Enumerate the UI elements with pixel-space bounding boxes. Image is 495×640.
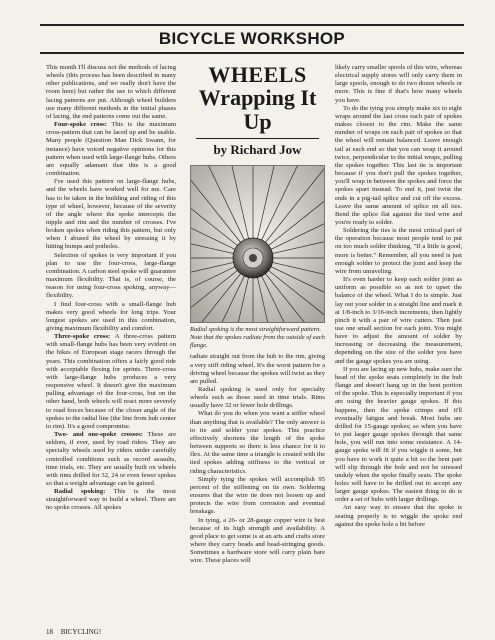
paragraph: radiate straight out from the hub to the rim, giving a very stiff riding wheel. It's the worst pattern for a driving wheel because the spokes will twist as they are pulled. bbox=[190, 353, 325, 385]
section-header bbox=[40, 24, 464, 54]
magazine-name: BICYCLING! bbox=[60, 628, 102, 636]
article-subtitle: Wrapping It Up bbox=[198, 85, 317, 134]
paragraph: To do the tying you simply make six to eight wraps around the last cross each pair of spokes makes closest to the rim. Make the same number of wraps on each pair of spokes so that the wheel will remain balanced. Leave enough tail at each end so that you can wrap it around twice, perpendicular to the initial wraps, pulling the spokes together. This last tie is important because if you don't pull the spokes together, you'll wrap in between the spokes and force the spokes apart instead. To end it, just twist the ends in a pig-tail splice and cut off the excess. Leave the same amount of splice on all ties. Bend the splice flat against the tied wire and you're ready to solder. bbox=[335, 104, 462, 226]
paragraph: Selection of spokes is very important if you plan to use the four-cross, large-flange combination. A carbon steel spoke will guarantee maximum flexibility. That is, of course, the reason for using four-cross spoking, anyway—flexibility. bbox=[46, 251, 176, 300]
paragraph: Radial spoking is used only for specialty wheels such as those used in time trials. Rims usually have 32 or fewer hole drillings. bbox=[190, 386, 325, 410]
byline: by Richard Jow bbox=[213, 142, 302, 157]
paragraph: What do you do when you want a stiffer wheel than anything that is available? The only answer is to tie and solder your spokes. This practice effectively shortens the length of the spoke between supports so there is less chance for it to flex. At the same time a triangle is created with the tied spokes adding stiffness to the vertical or riding characteristics. bbox=[190, 410, 325, 475]
run-in-heading: Three-spoke cross: bbox=[54, 333, 111, 341]
page-number: 18 bbox=[46, 628, 53, 636]
text-column-2 bbox=[190, 64, 325, 565]
paragraph: Simply tying the spokes will accomplish 95 percent of the stiffening on its own. Soldering ensures that the wire tie does not loosen up and protects the wire from corrosion and eventual breakage. bbox=[190, 475, 325, 516]
paragraph: If you are lacing up new hubs, make sure the head of the spoke seats completely in the hub flange and doesn't hang up in the bent portion of the spoke. This is especially important if you are using the heavier gauge spokes. If this happens, then the spoke crimps and it'll eventually fatigue and break. Most hubs are drilled for 15-gauge spokes; so when you have to put larger gauge spokes through that same hole, you will run into some resistance. A 14-gauge spoke will fit if you wiggle it some, but you have to work it quite a bit so the bent part will slip through the hole and not be stressed unduly when the spoke finally seats. The spoke holes will have to be drilled out to accept any larger gauge spokes. The easiest thing to do is order a set of hubs with larger drillings. bbox=[335, 365, 462, 504]
photo-caption: Radial spoking is the most straightforward pattern. Note that the spokes radiate from the outside of each flange. bbox=[190, 326, 325, 349]
run-in-heading: Four-spoke cross: bbox=[54, 121, 107, 129]
title-rule bbox=[196, 138, 319, 139]
article-title: WHEELS bbox=[208, 62, 307, 87]
paragraph: An easy way to ensure that the spoke is seating properly is to wiggle the spoke end against the spoke hole a bit before bbox=[335, 504, 462, 528]
paragraph: It's even harder to keep each solder joint as uniform as possible so as not to upset the balance of the wheel. What I do is simple. Just lay out your solder in a straight line and mark it at 1/8-inch to 3/16-inch increments, then lightly pinch it with a pair of wire cutters. Then just use one small section for each joint. You might have to adjust the amount of solder by increasing or decreasing the measurement, depending on the size of the solder you have and the gauge spokes you are using. bbox=[335, 276, 462, 365]
paragraph bbox=[46, 121, 176, 178]
paragraph: I've used this pattern on large-flange hubs, and the wheels have worked well for me. Care has to be taken in the building and riding of this type of wheel, however, because of the severity of the angle where the spoke intercepts the nipple and rim and the number of crosses. I've broken spokes when riding this pattern, but only when I abused the wheel by stressing it by hitting bumps and potholes. bbox=[46, 178, 176, 251]
paragraph-text: These are seldom, if ever, used by road riders. They are specialty wheels used by riders under carefully controlled conditions such as record assaults, time trials, etc. They are usually built on wheels with rims drilled for 32, 24 or even fewer spokes so that a weight advantage can be gained. bbox=[46, 431, 176, 487]
paragraph: Soldering the ties is the most critical part of the operation because most people tend to put on too much solder thinking, "If a little is good, more is better." Remember, all you need is just enough solder to protect the joint and keep the wire from unraveling. bbox=[335, 227, 462, 275]
paragraph bbox=[46, 488, 176, 512]
paragraph-text: This is the most straightforward way to build a wheel. There are no spoke crosses. All spokes bbox=[46, 488, 176, 512]
run-in-heading: Radial spoking: bbox=[54, 488, 106, 496]
section-title: BICYCLE WORKSHOP bbox=[158, 29, 346, 48]
paragraph bbox=[46, 431, 176, 488]
wheel-hub-photo bbox=[190, 165, 325, 323]
paragraph: In tying, a 26- or 28-gauge copper wire is best because of its high strength and availability. A good place to get some is at an arts and crafts store where they carry beads and bead-stringing goods. Sometimes a hardware store will carry plain bare wire. These places will bbox=[190, 516, 325, 565]
paragraph-text: This is the maximum cross-pattern that can be laced up and be usable. Many people (Question Man Dick Swann, for instance) have voiced negative opinions for this pattern when used with large-flange hubs. Others are equally adamant that this is a good combination. bbox=[46, 121, 176, 178]
paragraph: likely carry smaller spools of this wire, whereas electrical supply stores will only carry them in large spools, enough to do two dozen wheels or more. This is fine if that's how many wheels you have. bbox=[335, 64, 462, 104]
text-column-3 bbox=[335, 64, 462, 529]
paragraph bbox=[46, 333, 176, 431]
run-in-heading: Two- and one-spoke crosses: bbox=[54, 431, 143, 439]
paragraph-text: A three-cross pattern with small-flange hubs has been very evident on the bikes of European stage racers through the years. This combination offers a fairly good ride with acceptable flexing for sprints. Three-cross with large-flange hubs produces a very responsive wheel. It doesn't give the maximum pulling advantage of the four-cross, but on the other hand, both wheels will react more severely to road forces because of the closer angle of the spokes to the radial line (the line from hub center to rim). It's a good compromise. bbox=[46, 333, 176, 430]
page-footer bbox=[46, 628, 107, 636]
radial-spoked-wheel-image bbox=[191, 166, 324, 322]
article-title-block bbox=[190, 64, 325, 157]
paragraph: I find four-cross with a small-flange hub makes very good wheels for long trips. Your longest spokes are used in this combination, giving maximum flexibility and comfort. bbox=[46, 300, 176, 332]
paragraph: This month I'll discuss not the methods of lacing wheels (this process has been described in many other publications, and we really don't have the room here) but rather the use to which different lacing patterns are put. Although wheel builders use many different methods in the initial phases of lacing, the end patterns come out the same. bbox=[46, 64, 176, 120]
text-column-1 bbox=[46, 64, 176, 513]
